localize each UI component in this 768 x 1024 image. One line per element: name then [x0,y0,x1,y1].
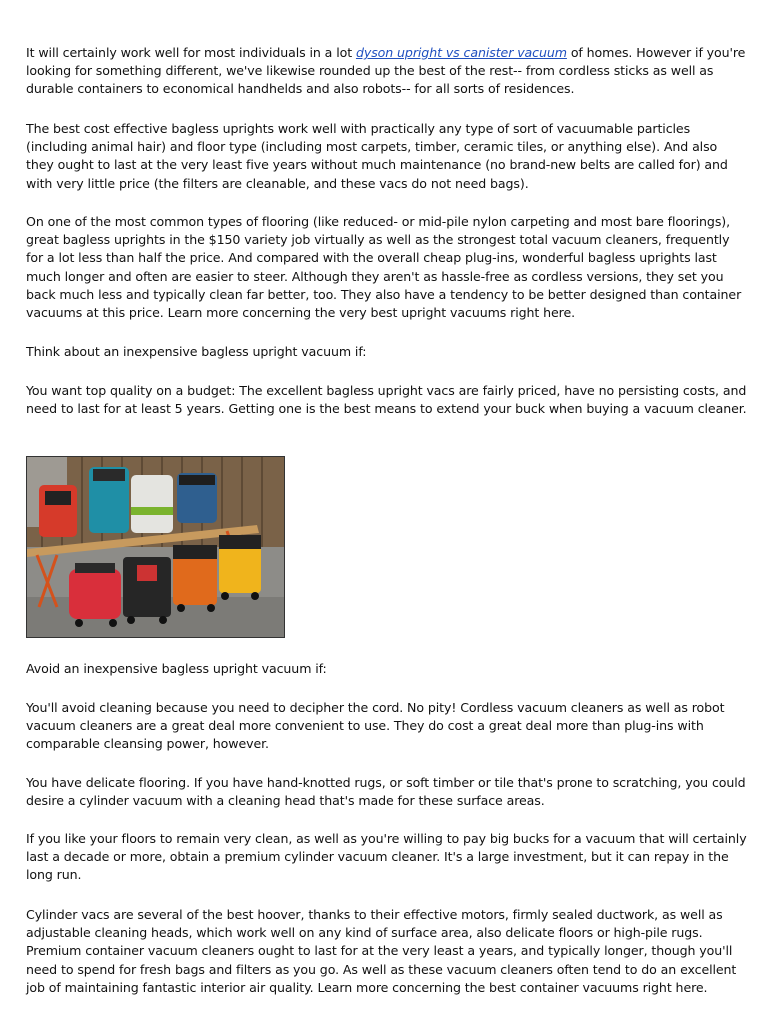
paragraph-intro-after: of homes. However if you're looking for something different, we've likewise rounded up the best of the rest-- from cordless sticks as well as durable containers to economical handhelds and also robots-- for all sorts of residences. [26,45,746,97]
paragraph-cordless: You'll avoid cleaning because you need to decipher the cord. No pity! Cordless vacuum cleaners as well as robot vacuum cleaners are a great deal more convenient to use. They do cost a great deal more than plug-ins with comparable cleansing power, however. [26,700,725,752]
paragraph-premium-cylinder: If you like your floors to remain very clean, as well as you're willing to pay big bucks for a vacuum that will certainly last a decade or more, obtain a premium cylinder vacuum cleaner. It's a large investment, but it can repay in the long run. [26,831,747,883]
dyson-comparison-link[interactable]: dyson upright vs canister vacuum [355,45,567,60]
paragraph-intro-before: It will certainly work well for most individuals in a lot [26,45,356,60]
paragraph-cylinder-vacs: Cylinder vacs are several of the best hoover, thanks to their effective motors, firmly sealed ductwork, as well as adjustable cleaning heads, which work well on any kind of surface area, also delicate floors or high-pile rugs. Premium container vacuum cleaners ought to last for at the very least a years, and typically longer, though you'll need to spend for fresh bags and filters as you go. As well as these vacuum cleaners often tend to do an excellent job of maintaining fantastic interior air quality. Learn more concerning the best container vacuums right here. [26,907,737,995]
paragraph-consider-heading: Think about an inexpensive bagless upright vacuum if: [26,344,367,359]
vacuum-lineup-photo [26,456,285,638]
paragraph-avoid-heading: Avoid an inexpensive bagless upright vacuum if: [26,661,327,676]
paragraph-intro [26,44,748,99]
paragraph-delicate-flooring: You have delicate flooring. If you have hand-knotted rugs, or soft timber or tile that's prone to scratching, you could desire a cylinder vacuum with a cleaning head that's made for these surface areas. [26,775,746,809]
paragraph-top-quality: You want top quality on a budget: The excellent bagless upright vacs are fairly priced, have no persisting costs, and need to last for at least 5 years. Getting one is the best means to extend your buck when buying a vacuum cleaner. [26,383,747,417]
paragraph-common-flooring: On one of the most common types of flooring (like reduced- or mid-pile nylon carpeting and most bare floorings), great bagless uprights in the $150 variety job virtually as well as the strongest total vacuum cleaners, frequently for a lot less than half the price. And compared with the overall cheap plug-ins, wonderful bagless uprights last much longer and often are easier to steer. Although they aren't as hassle-free as cordless versions, they set you back much less and typically clean far better, too. They also have a tendency to be better designed than container vacuums at this price. Learn more concerning the very best upright vacuums right here. [26,214,742,321]
paragraph-bagless-uprights: The best cost effective bagless uprights work well with practically any type of sort of vacuumable particles (including animal hair) and floor type (including most carpets, timber, ceramic tiles, or anything else). And also they ought to last at the very least five years without much maintenance (no brand-new belts are called for) and with very little price (the filters are cleanable, and these vacs do not need bags). [26,121,728,191]
